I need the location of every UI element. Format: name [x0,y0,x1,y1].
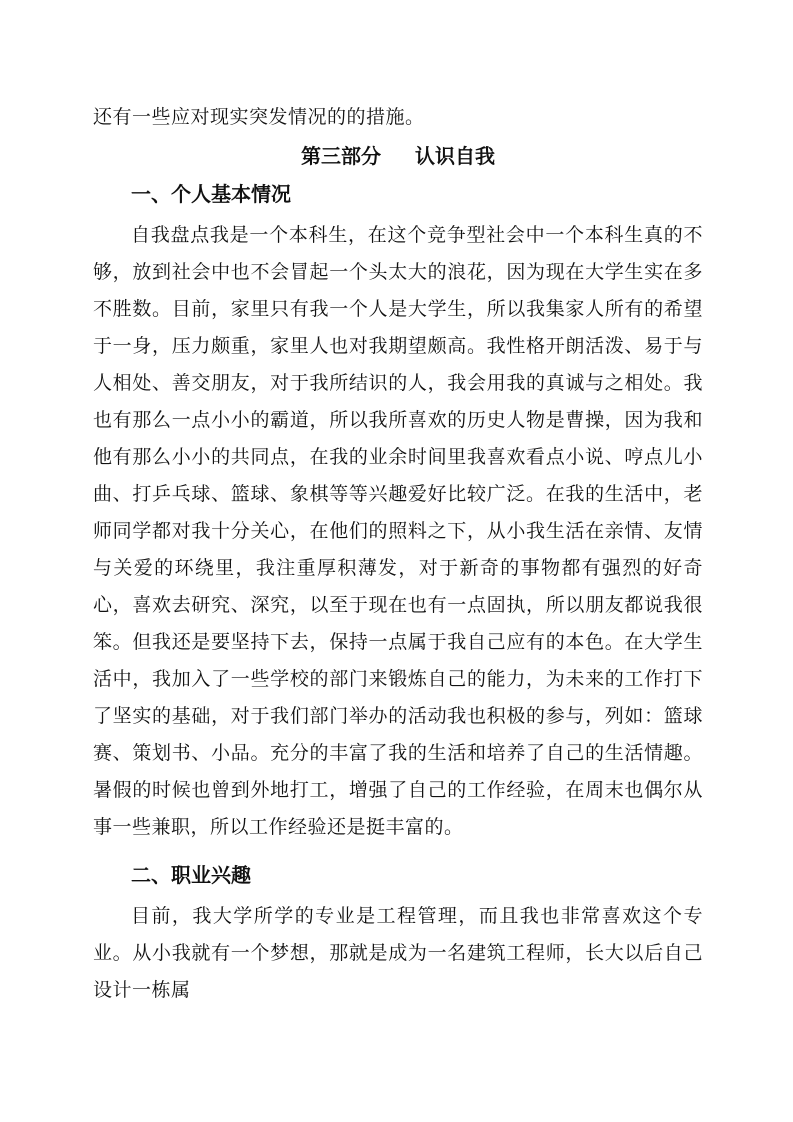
section-heading-career-interest: 二、职业兴趣 [131,863,251,887]
part-number: 第三部分 [301,144,381,168]
intro-line: 还有一些应对现实突发情况的的措施。 [93,106,425,128]
part-title [93,139,703,173]
section-paragraph-career-interest: 目前，我大学所学的专业是工程管理，而且我也非常喜欢这个专业。从小我就有一个梦想，那就是成为一名建筑工程师，长大以后自己设计一栋属 [93,905,703,1001]
section-heading-personal-info: 一、个人基本情况 [131,182,291,206]
document-body [93,99,703,1009]
section-paragraph-personal-info: 自我盘点我是一个本科生，在这个竞争型社会中一个本科生真的不够，放到社会中也不会冒起一个头太大的浪花，因为现在大学生实在多不胜数。目前，家里只有我一个人是大学生，所以我集家人所有的希望于一身，压力颇重，家里人也对我期望颇高。我性格开朗活泼、易于与人相处、善交朋友，对于我所结识的人，我会用我的真诚与之相处。我也有那么一点小小的霸道，所以我所喜欢的历史人物是曹操，因为我和他有那么小小的共同点，在我的业余时间里我喜欢看点小说、哼点儿小曲、打乒乓球、篮球、象棋等等兴趣爱好比较广泛。在我的生活中，老师同学都对我十分关心，在他们的照料之下，从小我生活在亲情、友情与关爱的环绕里，我注重厚积薄发，对于新奇的事物都有强烈的好奇心，喜欢去研究、深究，以至于现在也有一点固执，所以朋友都说我很笨。但我还是要坚持下去，保持一点属于我自己应有的本色。在大学生活中，我加入了一些学校的部门来锻炼自己的能力，为未来的工作打下了坚实的基础，对于我们部门举办的活动我也积极的参与，列如：篮球赛、策划书、小品。充分的丰富了我的生活和培养了自己的生活情趣。暑假的时候也曾到外地打工，增强了自己的工作经验，在周末也偶尔从事一些兼职，所以工作经验还是挺丰富的。 [93,224,703,838]
part-name: 认识自我 [415,144,495,168]
